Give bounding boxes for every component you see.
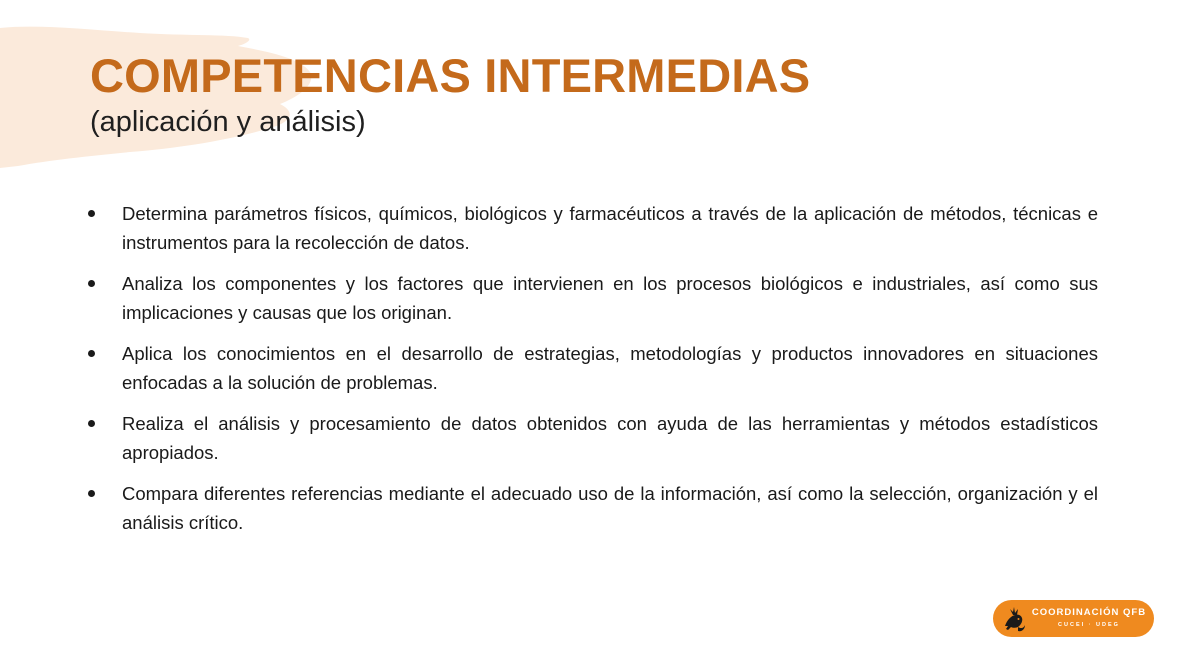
badge-title: COORDINACIÓN QFB [1031,607,1147,618]
list-item-text: Aplica los conocimientos en el desarrollo de estrategias, metodologías y productos innovadores en situaciones enfocadas a la solución de problemas. [122,343,1098,393]
list-item-text: Realiza el análisis y procesamiento de datos obtenidos con ayuda de las herramientas y métodos estadísticos apropiados. [122,413,1098,463]
bullet-dot-icon [88,210,95,217]
list-item [88,339,1098,397]
coordinacion-qfb-badge [993,600,1154,637]
list-item [88,409,1098,467]
slide-title: COMPETENCIAS INTERMEDIAS [90,49,811,102]
bullet-dot-icon [88,420,95,427]
competencies-list [88,199,1098,549]
slide-subtitle: (aplicación y análisis) [90,106,366,138]
bullet-dot-icon [88,490,95,497]
badge-subtitle: CUCEI · UDEG [1058,622,1120,628]
list-item [88,479,1098,537]
bullet-dot-icon [88,280,95,287]
list-item-text: Compara diferentes referencias mediante el adecuado uso de la información, así como la selección, organización y el análisis crítico. [122,483,1098,533]
bullet-dot-icon [88,350,95,357]
axolotl-logo-icon [1001,604,1027,633]
list-item [88,269,1098,327]
list-item-text: Determina parámetros físicos, químicos, biológicos y farmacéuticos a través de la aplicación de métodos, técnicas e instrumentos para la recolección de datos. [122,203,1098,253]
list-item [88,199,1098,257]
list-item-text: Analiza los componentes y los factores que intervienen en los procesos biológicos e industriales, así como sus implicaciones y causas que los originan. [122,273,1098,323]
